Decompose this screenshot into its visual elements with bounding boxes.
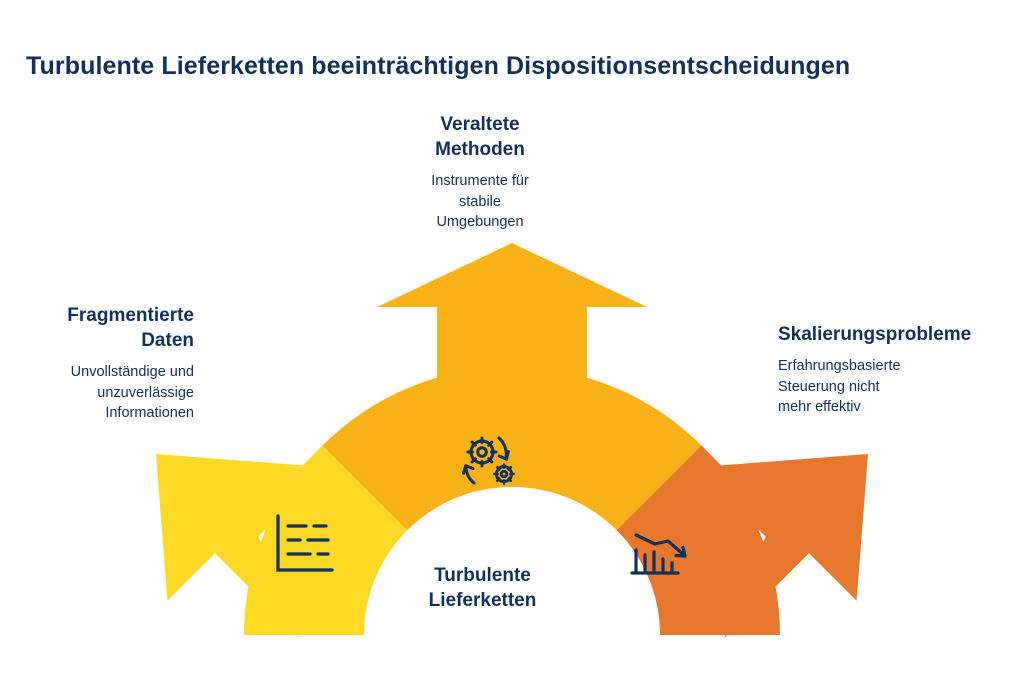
segment-top-shape[interactable] [323, 243, 702, 530]
center-label-heading: Turbulente Lieferketten [428, 565, 537, 612]
label-top-heading: Veraltete Methoden [435, 114, 525, 161]
page-title: Turbulente Lieferketten beeinträchtigen Dispositionsentscheidungen [26, 52, 851, 80]
label-skalierungsprobleme [778, 322, 1014, 418]
label-right-subtext: Erfahrungsbasierte Steuerung nicht mehr effektiv [778, 358, 901, 416]
label-left-subtext: Unvollständige und unzuverlässige Informationen [70, 364, 194, 422]
label-left-heading: Fragmentierte Daten [67, 305, 194, 352]
label-turbulente-lieferketten [370, 563, 595, 614]
label-right-heading: Skalierungsprobleme [778, 324, 972, 345]
label-veraltete-methoden [372, 112, 588, 233]
label-top-subtext: Instrumente für stabile Umgebungen [431, 173, 529, 231]
label-fragmentierte-daten [8, 303, 194, 424]
